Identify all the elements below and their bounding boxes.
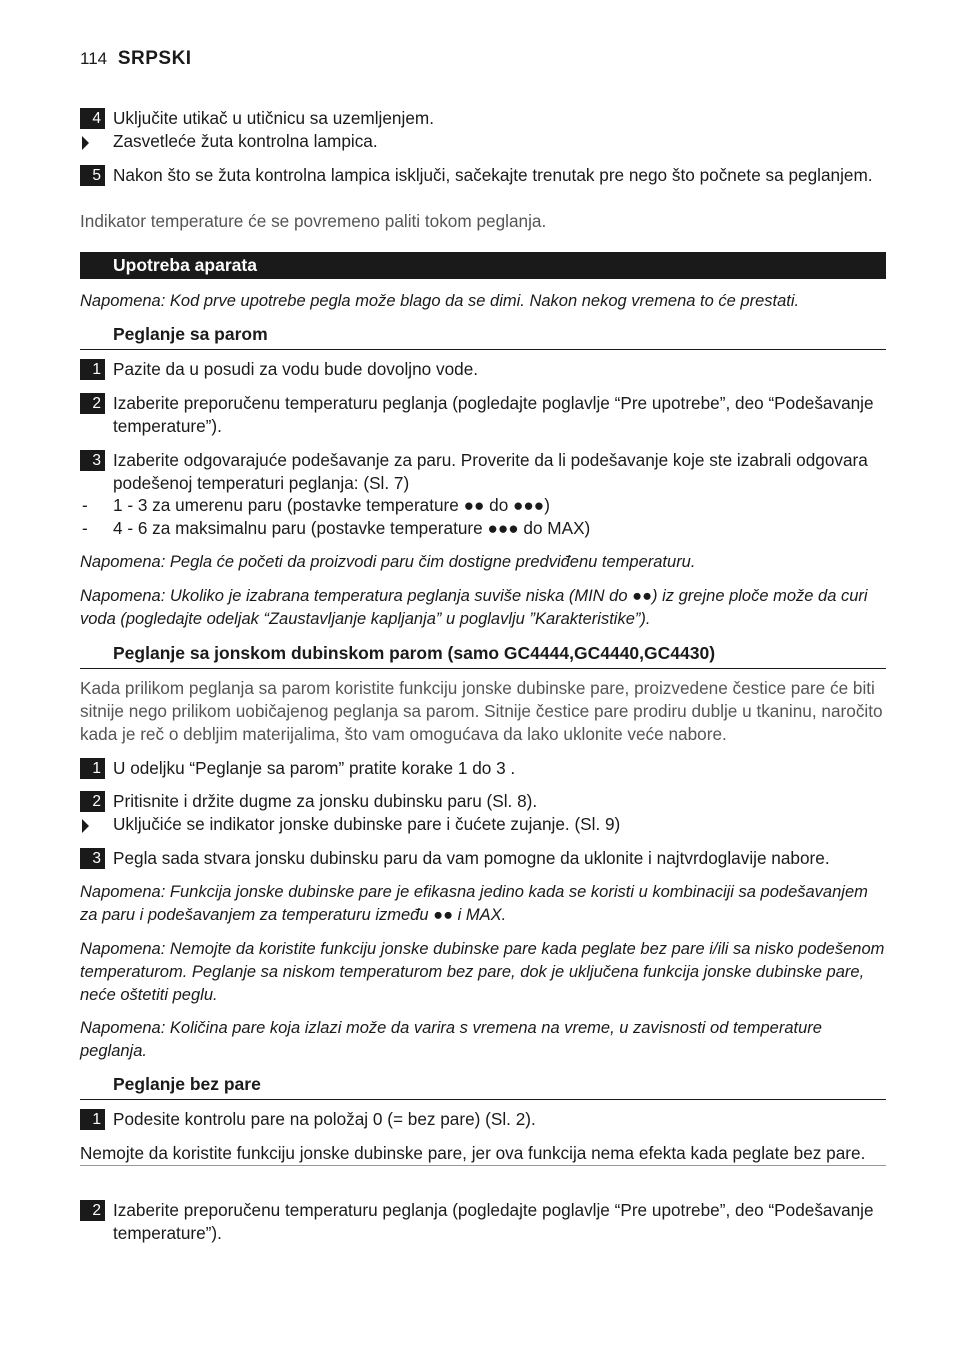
note: Napomena: Pegla će početi da proizvodi paru čim dostigne predviđenu temperaturu. [80,553,696,571]
note: Napomena: Nemojte da koristite funkciju jonske dubinske pare kada peglate bez pare i/ili sa nisko podešenom temperaturom. Peglanje sa niskom temperaturom bez pare, dok je uključena funkcija jonske dubinske pare, neće oštetiti peglu. [80,940,885,1004]
step-1 [80,757,886,780]
step-2 [80,392,886,438]
step-number: 1 [80,758,105,779]
dash-item [80,494,886,517]
result-bullet [80,813,886,836]
paragraph: Kada prilikom peglanja sa parom koristite funkciju jonske dubinske pare, proizvedene čestice pare će biti sitnije nego prilikom uobičajenog peglanja sa parom. Sitnije čestice pare prodiru dublje u tkaninu, naročito kada je reč o debljim materijalima, što vam omogućava da lako uklonite veće nabore. [80,678,883,744]
step-number: 5 [80,165,105,186]
step-text: Pazite da u posudi za vodu bude dovoljno vode. [113,359,479,379]
step-text: Izaberite odgovarajuće podešavanje za paru. Proverite da li podešavanje koje ste izabrali odgovara podešenoj temperaturi peglanja: (Sl. 7) [113,450,868,493]
page-header [80,47,192,70]
paragraph: Indikator temperature će se povremeno paliti tokom peglanja. [80,211,547,231]
paragraph: Nemojte da koristite funkciju jonske dubinske pare, jer ova funkcija nema efekta kada peglate bez pare. [80,1142,886,1166]
step-4 [80,107,886,130]
step-number: 1 [80,1109,105,1130]
step-1 [80,1108,886,1131]
step-text: Izaberite preporučenu temperaturu peglanja (pogledajte poglavlje “Pre upotrebe”, deo “Podešavanje temperature”). [113,393,874,436]
dash-text: 1 - 3 za umerenu paru (postavke temperature ●● do ●●●) [113,495,550,515]
triangle-bullet-icon [82,136,89,150]
step-text: Podesite kontrolu pare na položaj 0 (= bez pare) (Sl. 2). [113,1109,536,1129]
note: Napomena: Ukoliko je izabrana temperatura peglanja suviše niska (MIN do ●●) iz grejne ploče može da curi voda (pogledajte odeljak “Zaustavljanje kapljanja” u poglavlju ”Karakteristike”). [80,587,868,628]
step-text: U odeljku “Peglanje sa parom” pratite korake 1 do 3 . [113,758,516,778]
note: Napomena: Količina pare koja izlazi može da varira s vremena na vreme, u zavisnosti od temperature peglanja. [80,1019,822,1060]
step-number: 3 [80,848,105,869]
section-heading-text: Upotreba aparata [113,255,257,275]
step-1 [80,358,886,381]
step-text: Uključite utikač u utičnicu sa uzemljenjem. [113,108,434,128]
subsection-heading-text: Peglanje sa jonskom dubinskom parom (samo GC4444,GC4440,GC4430) [113,643,716,663]
dash-item [80,517,886,540]
step-3 [80,847,886,870]
step-5 [80,164,886,187]
subsection-heading-text: Peglanje bez pare [113,1074,261,1094]
note: Napomena: Kod prve upotrebe pegla može blago da se dimi. Nakon nekog vremena to će prestati. [80,292,800,310]
step-number: 3 [80,450,105,471]
step-2 [80,790,886,813]
bullet-text: Uključiće se indikator jonske dubinske pare i čućete zujanje. (Sl. 9) [113,814,621,834]
page-number: 114 [80,49,108,68]
step-number: 2 [80,1200,105,1221]
subsection-heading-text: Peglanje sa parom [113,324,268,344]
step-3 [80,449,886,495]
step-text: Izaberite preporučenu temperaturu peglanja (pogledajte poglavlje “Pre upotrebe”, deo “Podešavanje temperature”). [113,1200,874,1243]
subsection-heading [80,323,886,350]
bullet-text: Zasvetleće žuta kontrolna lampica. [113,131,378,151]
section-heading [80,252,886,279]
result-bullet [80,130,886,153]
dash-mark: - [82,495,88,515]
step-text: Nakon što se žuta kontrolna lampica isključi, sačekajte trenutak pre nego što počnete sa peglanjem. [113,165,873,185]
step-text: Pegla sada stvara jonsku dubinsku paru da vam pomogne da uklonite i najtvrdoglavije nabore. [113,848,830,868]
subsection-heading [80,1073,886,1100]
dash-text: 4 - 6 za maksimalnu paru (postavke temperature ●●● do MAX) [113,518,591,538]
language-title: SRPSKI [117,48,192,69]
note: Napomena: Funkcija jonske dubinske pare je efikasna jedino kada se koristi u kombinaciji sa podešavanjem za paru i podešavanjem za temperaturu između ●● i MAX. [80,883,868,924]
subsection-heading [80,642,886,669]
dash-mark: - [82,518,88,538]
step-text: Pritisnite i držite dugme za jonsku dubinsku paru (Sl. 8). [113,791,538,811]
step-number: 2 [80,791,105,812]
step-number: 1 [80,359,105,380]
step-number: 2 [80,393,105,414]
triangle-bullet-icon [82,819,89,833]
step-number: 4 [80,108,105,129]
step-2 [80,1199,886,1245]
